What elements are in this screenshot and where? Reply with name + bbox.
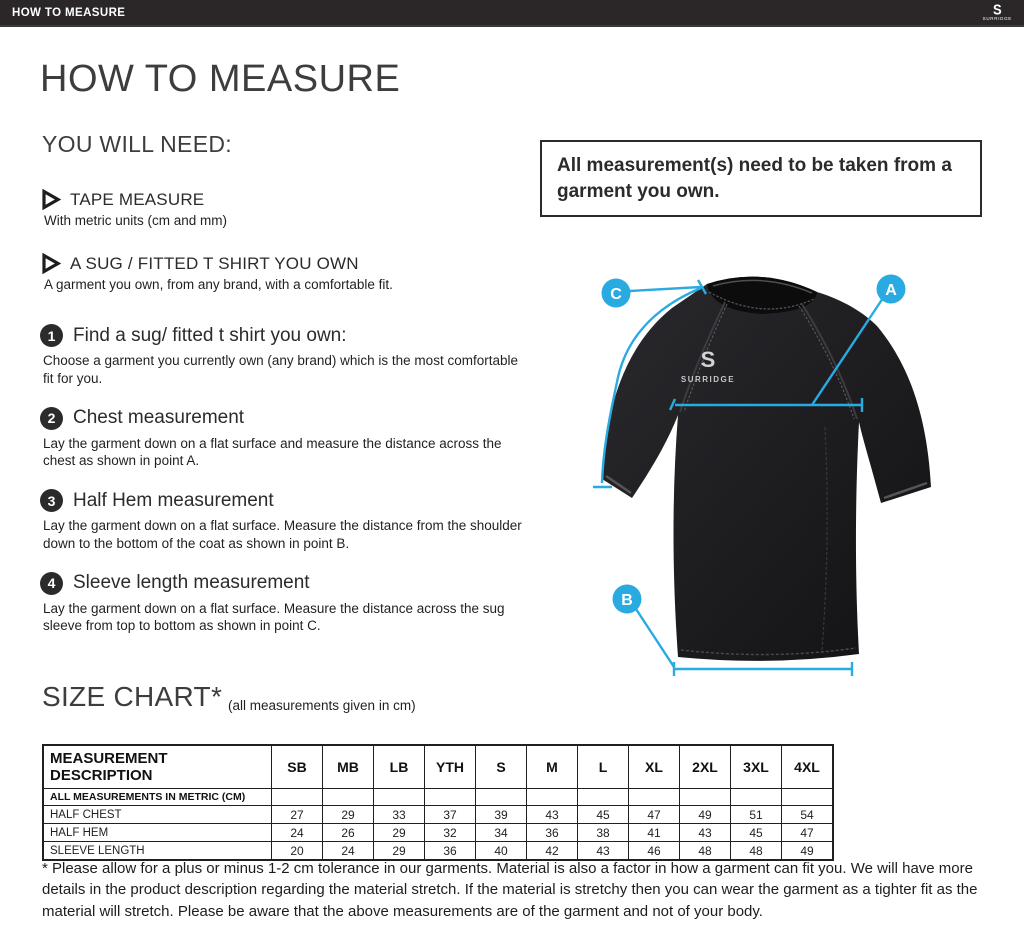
- value-cell: 36: [425, 842, 476, 861]
- unit-row-empty-cell: [782, 789, 834, 806]
- surridge-logo-text: SURRIDGE: [982, 16, 1012, 22]
- step-2: [40, 407, 523, 490]
- value-cell: 45: [578, 806, 629, 824]
- unit-row-empty-cell: [680, 789, 731, 806]
- size-chart-subheading: (all measurements given in cm): [228, 698, 416, 713]
- size-chart-table: [42, 744, 834, 861]
- steps: [40, 324, 523, 654]
- column-header-size: 2XL: [680, 745, 731, 789]
- value-cell: 54: [782, 806, 834, 824]
- value-cell: 47: [629, 806, 680, 824]
- step-1: [40, 324, 523, 407]
- row-label: HALF CHEST: [43, 806, 272, 824]
- tolerance-footnote: * Please allow for a plus or minus 1-2 cm tolerance in our garments. Material is also a factor in how a garment can fit you. We will have more details in the product description regarding the material stretch. If the material is stretchy then you can wear the garment as a tighter fit as the material will stretch. Please be aware that the above measurements are of the garment and not of your body.: [42, 860, 978, 920]
- value-cell: 29: [374, 842, 425, 861]
- unit-row-empty-cell: [476, 789, 527, 806]
- step-description: Lay the garment down on a flat surface. Measure the distance from the shoulder down to the bottom of the coat as shown in point B.: [43, 518, 522, 551]
- you-will-need-heading: YOU WILL NEED:: [42, 131, 232, 157]
- value-cell: 40: [476, 842, 527, 861]
- size-chart-header: [43, 745, 833, 789]
- step-head: [40, 572, 523, 595]
- note-box: All measurement(s) need to be taken from a garment you own.: [540, 140, 982, 217]
- value-cell: 41: [629, 824, 680, 842]
- need-item-title: TAPE MEASURE: [70, 189, 205, 209]
- step-4: [40, 572, 523, 655]
- you-will-need-list: [40, 189, 393, 317]
- step-title: Sleeve length measurement: [73, 572, 310, 593]
- row-label: HALF HEM: [43, 824, 272, 842]
- need-item-2: [40, 253, 393, 317]
- value-cell: 49: [782, 842, 834, 861]
- value-cell: 29: [374, 824, 425, 842]
- unit-row-empty-cell: [272, 789, 323, 806]
- step-3: [40, 489, 523, 572]
- value-cell: 38: [578, 824, 629, 842]
- need-item-head: [40, 189, 393, 210]
- shirt-illustration: [575, 252, 995, 697]
- step-head: [40, 489, 523, 512]
- table-row: [43, 806, 833, 824]
- unit-row-empty-cell: [374, 789, 425, 806]
- value-cell: 39: [476, 806, 527, 824]
- size-chart-header-row: [43, 745, 833, 789]
- step-number-badge: 3: [40, 489, 63, 512]
- column-header-size: L: [578, 745, 629, 789]
- column-header-size: MB: [323, 745, 374, 789]
- surridge-s-icon: S: [992, 1, 1002, 19]
- need-item-subtitle: With metric units (cm and mm): [44, 213, 228, 228]
- value-cell: 36: [527, 824, 578, 842]
- value-cell: 43: [680, 824, 731, 842]
- shirt-logo-s-icon: S: [700, 347, 716, 372]
- marker-b-label: B: [621, 592, 633, 609]
- value-cell: 47: [782, 824, 834, 842]
- column-header-size: XL: [629, 745, 680, 789]
- value-cell: 33: [374, 806, 425, 824]
- unit-row-empty-cell: [527, 789, 578, 806]
- column-header-size: 4XL: [782, 745, 834, 789]
- value-cell: 32: [425, 824, 476, 842]
- shirt-measurement-diagram: [575, 252, 995, 697]
- hem-pointer-line: [636, 609, 674, 667]
- value-cell: 45: [731, 824, 782, 842]
- step-title: Half Hem measurement: [73, 489, 274, 511]
- step-description: Choose a garment you currently own (any brand) which is the most comfortable fit for you.: [43, 353, 518, 386]
- unit-row: [43, 789, 833, 806]
- need-item-head: [40, 253, 393, 274]
- value-cell: 46: [629, 842, 680, 861]
- value-cell: 20: [272, 842, 323, 861]
- top-bar-title: HOW TO MEASURE: [12, 6, 126, 19]
- shirt-logo-text: SURRIDGE: [680, 375, 736, 384]
- size-chart-body: [43, 789, 833, 861]
- unit-row-empty-cell: [629, 789, 680, 806]
- step-description: Lay the garment down on a flat surface and measure the distance across the chest as shown in point A.: [43, 435, 502, 469]
- triangle-icon: [40, 253, 61, 274]
- column-header-size: S: [476, 745, 527, 789]
- unit-row-empty-cell: [323, 789, 374, 806]
- sleeve-pointer-line: [630, 287, 701, 291]
- column-header-size: M: [527, 745, 578, 789]
- value-cell: 27: [272, 806, 323, 824]
- value-cell: 29: [323, 806, 374, 824]
- unit-row-label: ALL MEASUREMENTS IN METRIC (CM): [43, 789, 272, 806]
- size-chart-heading: SIZE CHART*: [42, 681, 223, 712]
- step-head: [40, 324, 523, 347]
- value-cell: 49: [680, 806, 731, 824]
- shirt-body: [602, 277, 931, 661]
- value-cell: 43: [527, 806, 578, 824]
- step-number-badge: 1: [40, 324, 63, 347]
- value-cell: 48: [680, 842, 731, 861]
- column-header-size: LB: [374, 745, 425, 789]
- value-cell: 34: [476, 824, 527, 842]
- unit-row-empty-cell: [425, 789, 476, 806]
- need-item-title: A SUG / FITTED T SHIRT YOU OWN: [70, 253, 359, 273]
- need-item-subtitle: A garment you own, from any brand, with a comfortable fit.: [44, 277, 393, 292]
- column-header-size: 3XL: [731, 745, 782, 789]
- step-number-badge: 4: [40, 572, 63, 595]
- value-cell: 48: [731, 842, 782, 861]
- column-header-size: SB: [272, 745, 323, 789]
- column-header-size: YTH: [425, 745, 476, 789]
- triangle-icon: [40, 189, 61, 210]
- value-cell: 24: [323, 842, 374, 861]
- value-cell: 24: [272, 824, 323, 842]
- unit-row-empty-cell: [731, 789, 782, 806]
- value-cell: 26: [323, 824, 374, 842]
- surridge-logo: [983, 3, 1012, 22]
- column-header-description: MEASUREMENT DESCRIPTION: [43, 745, 272, 789]
- value-cell: 43: [578, 842, 629, 861]
- step-description: Lay the garment down on a flat surface. Measure the distance across the sug sleeve from top to bottom as shown in point C.: [43, 600, 505, 634]
- step-title: Chest measurement: [73, 407, 245, 428]
- unit-row-empty-cell: [578, 789, 629, 806]
- value-cell: 51: [731, 806, 782, 824]
- row-label: SLEEVE LENGTH: [43, 842, 272, 861]
- top-bar: [0, 0, 1024, 27]
- marker-a-label: A: [885, 282, 897, 299]
- marker-c-label: C: [610, 286, 622, 303]
- page-title: HOW TO MEASURE: [40, 58, 401, 100]
- value-cell: 42: [527, 842, 578, 861]
- step-title: Find a sug/ fitted t shirt you own:: [73, 324, 347, 346]
- value-cell: 37: [425, 806, 476, 824]
- need-item-1: [40, 189, 393, 253]
- step-head: [40, 407, 523, 430]
- step-number-badge: 2: [40, 407, 63, 430]
- table-row: [43, 824, 833, 842]
